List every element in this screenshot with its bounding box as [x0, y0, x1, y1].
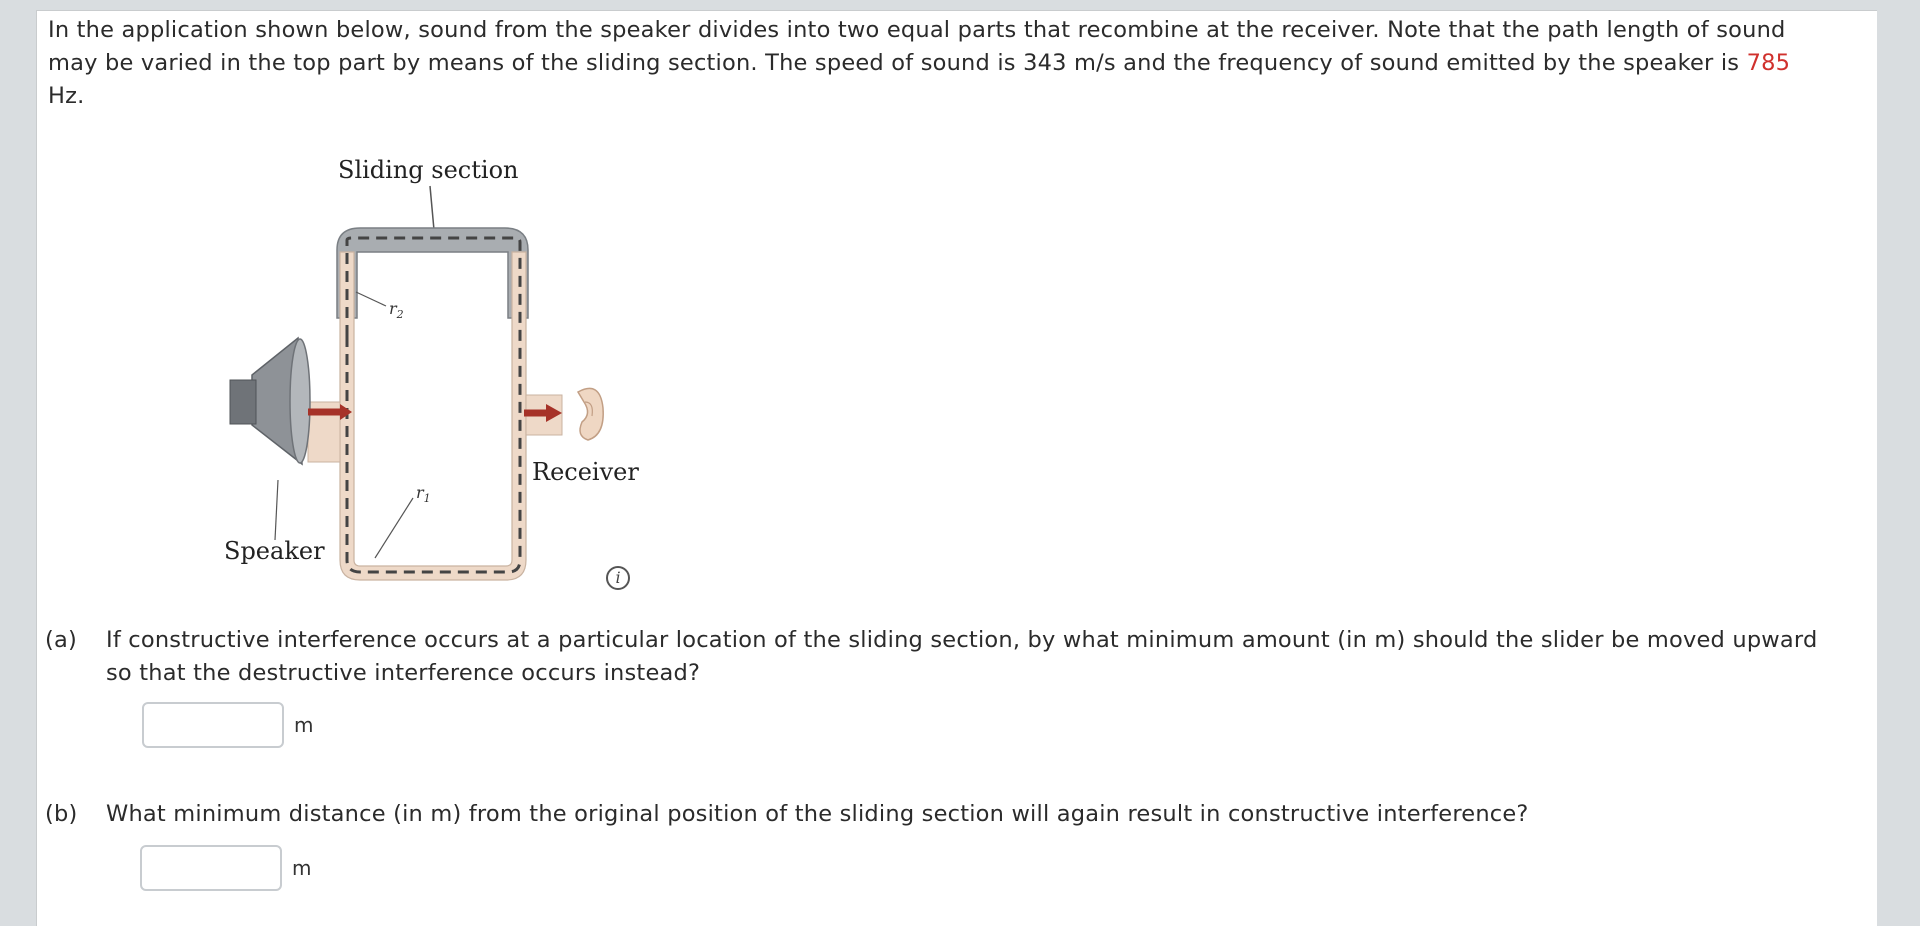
- intro-text-end: Hz.: [48, 83, 85, 109]
- question-b-text: What minimum distance (in m) from the original position of the sliding section will again result in constructive interference?: [106, 801, 1529, 827]
- problem-statement: [48, 14, 1828, 113]
- info-icon[interactable]: i: [606, 566, 630, 590]
- sliding-section-label: Sliding section: [338, 156, 519, 184]
- interferometer-diagram: [180, 140, 660, 590]
- answer-a-input[interactable]: [142, 702, 284, 748]
- frequency-value: 785: [1746, 50, 1791, 76]
- tube-left-pipe: [340, 252, 526, 580]
- question-b: [45, 798, 1825, 831]
- r2-label: $r_2$: [389, 299, 404, 321]
- speaker-icon: [230, 338, 310, 464]
- question-a-letter: (a): [45, 627, 77, 653]
- ear-icon: [578, 388, 603, 440]
- question-a: [45, 624, 1825, 690]
- answer-a-unit: m: [294, 713, 314, 737]
- sliding-section-pointer: [430, 186, 434, 230]
- answer-b-input[interactable]: [140, 845, 282, 891]
- wave-path-upper: [347, 238, 520, 560]
- r2-pointer: [356, 292, 386, 306]
- wave-path-lower: [347, 336, 520, 572]
- r1-pointer: [375, 498, 413, 558]
- intro-text: In the application shown below, sound from the speaker divides into two equal parts that recombine at the receiver. Note that the path length of sound may be varied in the top part by means of the sliding section. The speed of sound is 343 m/s and the frequency of sound emitted by the speaker is: [48, 17, 1786, 76]
- speaker-label: Speaker: [224, 537, 325, 565]
- speaker-pointer: [275, 480, 278, 540]
- r1-label: $r_1$: [416, 483, 431, 505]
- sliding-section: [337, 228, 528, 318]
- receiver-label: Receiver: [532, 458, 639, 486]
- question-a-text: If constructive interference occurs at a particular location of the sliding section, by what minimum amount (in m) should the slider be moved upward so that the destructive interference occurs instead?: [106, 627, 1818, 686]
- question-b-letter: (b): [45, 801, 78, 827]
- answer-b-unit: m: [292, 856, 312, 880]
